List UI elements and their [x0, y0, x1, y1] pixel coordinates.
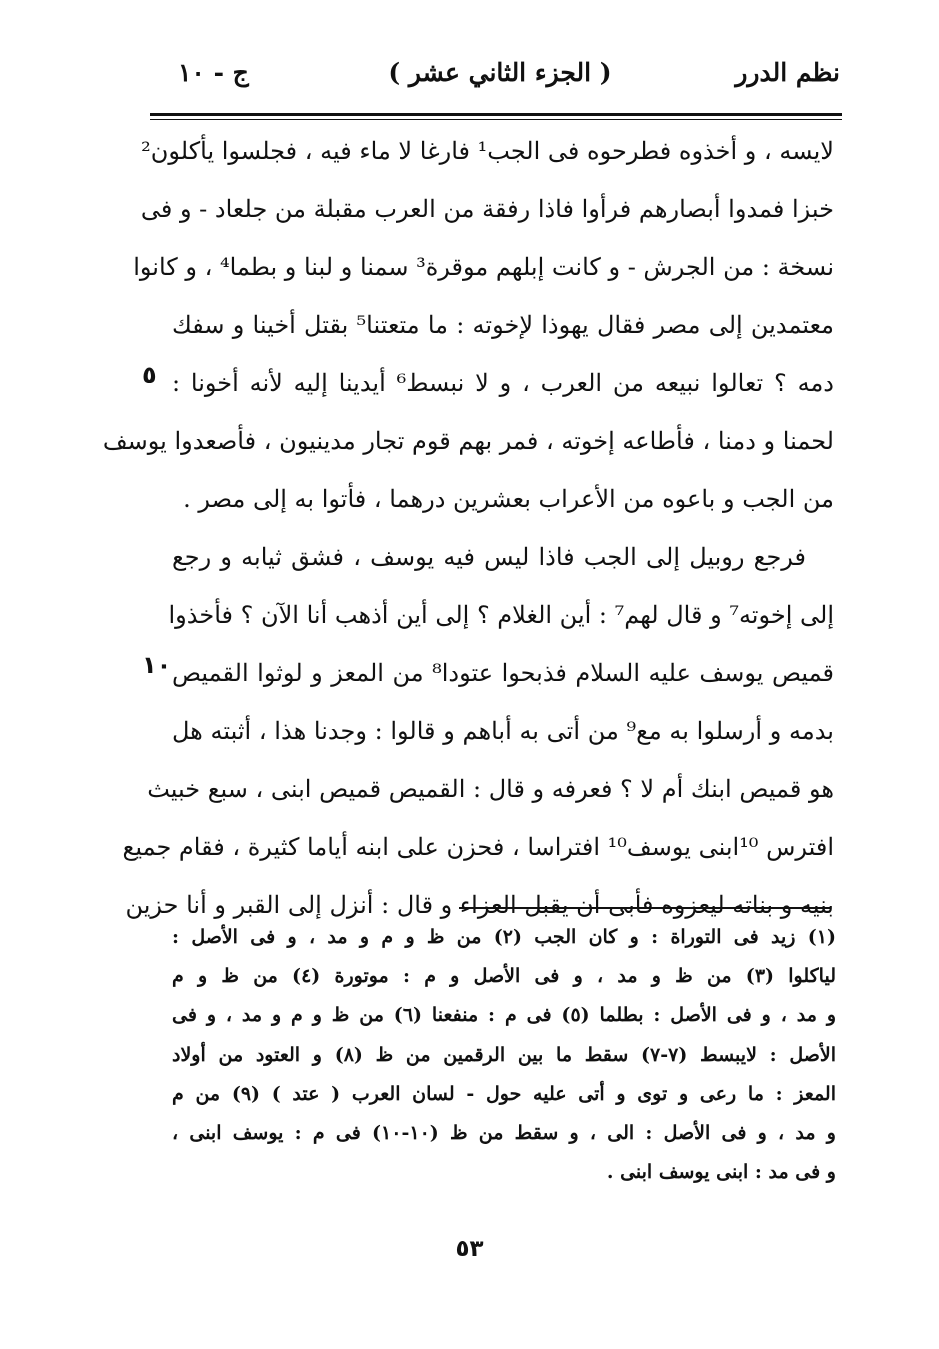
book-title: نظم الدرر: [735, 58, 840, 87]
footnote-line: و مد ، و فى الأصل : الى ، و سقط من ظ (١٠-١٠) فى م : يوسف ابنى ،: [172, 1121, 836, 1144]
text-line: إلى إخوته⁷ و قال لهم⁷ : أين الغلام ؟ إلى أين أذهب أنا الآن ؟ فأخذوا: [168, 601, 834, 629]
text-line: معتمدين إلى مصر فقال يهوذا لإخوته : ما متعتنا⁵ بقتل أخينا و سفك: [172, 311, 834, 339]
footnotes: [172, 918, 836, 1192]
text-line: من الجب و باعوه من الأعراب بعشرين درهما ، فأتوا به إلى مصر .: [183, 485, 834, 513]
part-title: ( الجزء الثاني عشر ): [388, 58, 612, 87]
footnote-line: (١) زيد فى التوراة : و كان الجب (٢) من ظ و م و مد ، و فى الأصل :: [172, 926, 836, 948]
page-number: ٥٣: [455, 1236, 484, 1262]
volume-label: ج - ١٠: [178, 58, 249, 87]
header-rule-thick: [150, 113, 842, 116]
footnote-line: و فى مد : ابنى يوسف ابنى .: [606, 1161, 836, 1184]
text-line: افترس ¹⁰ابنى يوسف¹⁰ افتراسا ، فحزن على ابنه أياما كثيرة ، فقام جميع: [122, 833, 834, 861]
text-line: نسخة : من الجرش - و كانت إبلهم موقرة³ سمنا و لبنا و بطما⁴ ، و كانوا: [133, 253, 834, 281]
footnote-line: الأصل : لايبسط (٧-٧) سقط ما بين الرقمين من ظ (٨) و العتود من أولاد: [172, 1043, 836, 1066]
text-line: خبزا فمدوا أبصارهم فرأوا فاذا رفقة من العرب مقبلة من جلعاد - و فى: [140, 195, 834, 223]
text-line: لحمنا و دمنا ، فأطاعه إخوته ، فمر بهم قوم تجار مدينيون ، فأصعدوا يوسف: [102, 427, 834, 455]
text-line: فرجع روبيل إلى الجب فاذا ليس فيه يوسف ، فشق ثيابه و رجع: [172, 543, 806, 571]
page-header: [160, 58, 840, 98]
footnote-line: لياكلوا (٣) من ظ و مد ، و فى الأصل و م : موتورة (٤) من ظ و م: [172, 965, 836, 988]
text-line: قميص يوسف عليه السلام فذبحوا عتودا⁸ من المعز و لوثوا القميص: [172, 659, 834, 687]
footnote-line: و مد ، و فى الأصل : بطلما (٥) فى م : منفعنا (٦) من ظ و م و مد ، و فى: [172, 1004, 836, 1027]
margin-line-number: ٥: [142, 361, 157, 389]
text-line: دمه ؟ تعالوا نبيعه من العرب ، و لا نبسط⁶ أيدينا إليه لأنه أخونا :: [172, 369, 834, 397]
text-line: بنيه و بناته ليعزوه فأبى أن يقبل العزاء و قال : أنزل إلى القبر و أنا حزين: [125, 891, 834, 919]
margin-line-number: ١٠: [142, 651, 172, 679]
footnote-line: المعز : ما رعى و توى و أتى عليه حول - لسان العرب ( عتد ) (٩) من م: [172, 1082, 836, 1105]
header-rule-thin: [150, 119, 842, 120]
text-line: لايسه ، و أخذوه فطرحوه فى الجب¹ فارغا لا ماء فيه ، فجلسوا يأكلون²: [141, 137, 834, 165]
text-line: بدمه و أرسلوا به مع⁹ من أتى به أباهم و قالوا : وجدنا هذا ، أثبته هل: [172, 717, 834, 745]
text-line: هو قميص ابنك أم لا ؟ فعرفه و قال : القميص قميص ابنى ، سبع خبيث: [147, 775, 834, 803]
footnote-rule: [459, 907, 831, 909]
